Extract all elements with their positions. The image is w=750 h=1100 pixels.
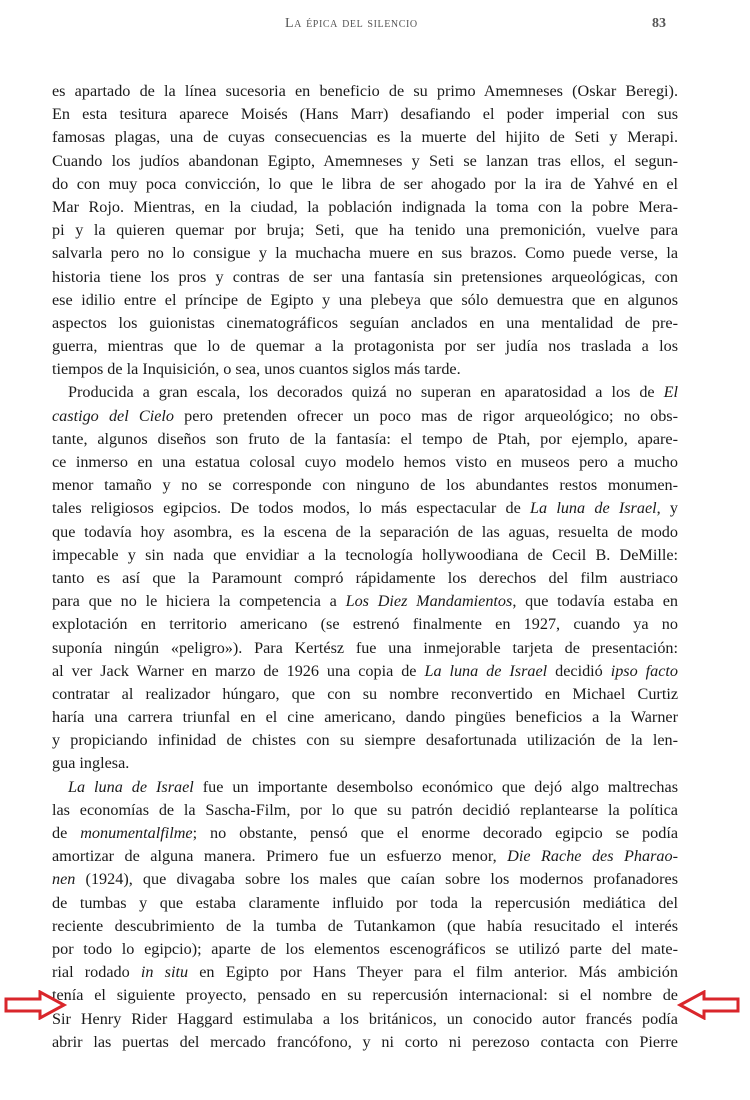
text-segment: , y xyxy=(656,499,679,518)
text-line xyxy=(52,521,678,544)
text-segment: aspectos los guionistas cinematográficos seguían anclados en una mentalidad de pre- xyxy=(52,313,678,332)
text-segment: Los Diez Mandamientos xyxy=(345,592,513,611)
text-line xyxy=(52,961,678,984)
text-line xyxy=(52,799,678,822)
text-segment: tante, algunos diseños son fruto de la fantasía: el tempo de Ptah, por ejemplo, apare- xyxy=(52,429,678,448)
text-line xyxy=(52,706,678,729)
text-segment: , que todavía estaba en xyxy=(512,592,678,611)
text-segment: las economías de la Sascha-Film, por lo que su patrón decidió replantearse la política xyxy=(52,800,678,819)
text-segment: tiempos de la Inquisición, o sea, unos cuantos siglos más tarde. xyxy=(52,360,461,379)
text-segment: ipso facto xyxy=(610,661,678,680)
text-line xyxy=(52,126,678,149)
text-line xyxy=(52,567,678,590)
text-segment: de tumbas y que estaba claramente influido por toda la repercusión mediática del xyxy=(52,893,678,912)
text-line xyxy=(52,660,678,683)
text-line xyxy=(52,428,678,451)
text-line xyxy=(52,497,678,520)
text-segment: haría una carrera triunfal en el cine americano, dando pingües beneficios a la Warner xyxy=(52,708,678,727)
text-segment: es apartado de la línea sucesoria en beneficio de su primo Amemneses (Oskar Beregi). xyxy=(52,82,678,100)
left-arrow-shape xyxy=(680,992,738,1018)
text-line xyxy=(52,173,678,196)
text-segment: explotación en territorio americano (se estrenó finalmente en 1927, cuando ya no xyxy=(52,615,678,634)
text-line xyxy=(52,822,678,845)
text-segment: La luna de Israel xyxy=(424,661,548,680)
text-line xyxy=(52,196,678,219)
text-segment: Mar Rojo. Mientras, en la ciudad, la población indignada la toma con la pobre Mera- xyxy=(52,197,678,216)
text-line xyxy=(52,358,678,381)
text-line xyxy=(52,474,678,497)
text-segment: contratar al realizador húngaro, que con su nombre reconvertido en Michael Curtiz xyxy=(52,684,678,703)
text-segment: Sir Henry Rider Haggard estimulaba a los británicos, un conocido autor francés podía xyxy=(52,1009,678,1028)
text-segment: fue un importante desembolso económico que dejó algo maltrechas xyxy=(193,777,678,796)
text-line xyxy=(52,242,678,265)
text-segment: suponía ningún «peligro»). Para Kertész fue una inmejorable tarjeta de presentación: xyxy=(52,638,678,657)
text-segment: reciente descubrimiento de la tumba de Tutankamon (que había resucitado el interés xyxy=(52,916,678,935)
text-segment: monumentalfilme xyxy=(80,824,193,842)
text-line xyxy=(52,868,678,891)
text-segment: de xyxy=(52,824,81,842)
text-segment: La luna de Israel xyxy=(68,777,194,796)
text-segment: pi y la quieren quemar por bruja; Seti, que ha tenido una premonición, vuelve para xyxy=(52,221,678,240)
text-segment: tenía el siguiente proyecto, pensado en su repercusión internacional: si el nombre de xyxy=(52,986,678,1005)
text-line xyxy=(52,590,678,613)
text-segment: historia tiene los pros y contras de ser una fantasía sin pretensiones arqueológicas, con xyxy=(52,267,678,286)
text-segment: impecable y sin nada que envidiar a la tecnología hollywoodiana de Cecil B. DeMille: xyxy=(52,545,678,564)
text-segment: La luna de Israel xyxy=(530,499,657,518)
text-line xyxy=(52,150,678,173)
text-segment: tales religiosos egipcios. De todos modos, lo más espectacular de xyxy=(52,499,531,518)
left-arrow-icon xyxy=(676,990,740,1020)
text-segment: (1924), que divagaba sobre los males que caían sobre los modernos profanadores xyxy=(75,870,678,889)
text-segment: Producida a gran escala, los decorados quizá no superan en aparatosidad a los de xyxy=(68,383,664,402)
text-line xyxy=(52,405,678,428)
running-title: La épica del silencio xyxy=(285,16,418,31)
page-number: 83 xyxy=(652,16,666,31)
text-segment: para que no le hiciera la competencia a xyxy=(52,592,346,611)
text-segment: al ver Jack Warner en marzo de 1926 una copia de xyxy=(52,661,425,680)
text-line xyxy=(52,729,678,752)
text-segment: famosas plagas, una de cuyas consecuencias es la muerte del hijito de Seti y Merapi. xyxy=(52,128,678,147)
text-line xyxy=(52,335,678,358)
text-segment: in situ xyxy=(140,963,189,982)
right-arrow-shape xyxy=(6,992,64,1018)
text-line xyxy=(52,1008,678,1031)
text-segment: El xyxy=(663,383,678,402)
text-line xyxy=(52,289,678,312)
text-segment: que todavía hoy asombra, es la escena de la separación de las aguas, resuelta de modo xyxy=(52,522,678,541)
text-segment: salvarla pero no lo consigue y la muchacha muere en sus brazos. Como puede verse, la xyxy=(52,244,678,263)
text-segment: do con muy poca convicción, lo que le libra de ser ahogado por la ira de Yahvé en el xyxy=(52,174,678,193)
text-segment: en Egipto por Hans Theyer para el film anterior. Más ambición xyxy=(188,963,678,982)
text-line xyxy=(52,312,678,335)
right-arrow-icon xyxy=(4,990,68,1020)
text-segment: ese idilio entre el príncipe de Egipto y una plebeya que sólo demuestra que en algunos xyxy=(52,290,678,309)
body-text xyxy=(52,80,678,1054)
text-segment: gua inglesa. xyxy=(52,754,130,773)
text-line xyxy=(52,103,678,126)
text-segment: nen xyxy=(52,870,76,889)
text-segment: rial rodado xyxy=(52,963,141,982)
text-line xyxy=(52,544,678,567)
text-segment: abrir las puertas del mercado francófono, y ni corto ni perezoso contacta con Pierre xyxy=(52,1032,678,1051)
text-segment: ce inmerso en una estatua colosal cuyo modelo hemos visto en museos pero a mucho xyxy=(52,453,678,471)
text-line xyxy=(52,613,678,636)
text-line xyxy=(52,845,678,868)
text-segment: tanto es así que la Paramount compró rápidamente los derechos del film austriaco xyxy=(52,568,678,587)
text-segment: Die Rache des Pharao- xyxy=(507,847,678,866)
text-line xyxy=(52,381,678,404)
text-line xyxy=(52,80,678,103)
text-line xyxy=(52,451,678,474)
text-line xyxy=(52,892,678,915)
text-line xyxy=(52,938,678,961)
text-segment: ; no obstante, pensó que el enorme decorado egipcio se podía xyxy=(192,824,679,842)
text-segment: pero pretenden ofrecer un poco mas de rigor arqueológico; no obs- xyxy=(173,406,678,425)
text-line xyxy=(52,637,678,660)
text-segment: y propiciando infinidad de chistes con su siempre desafortunada utilización de la len- xyxy=(52,731,678,750)
text-line xyxy=(52,752,678,775)
text-segment: amortizar de alguna manera. Primero fue un esfuerzo menor, xyxy=(52,847,508,866)
running-head xyxy=(0,14,750,36)
text-line xyxy=(52,984,678,1007)
text-segment: menor tamaño y no se corresponde con ninguno de los abundantes restos monumen- xyxy=(52,476,678,495)
text-segment: castigo del Cielo xyxy=(52,406,174,425)
text-segment: por todo lo egipcio); aparte de los elementos escenográficos se utilizó parte del mate- xyxy=(52,939,678,958)
text-segment: En esta tesitura aparece Moisés (Hans Marr) desafiando el poder imperial con sus xyxy=(52,105,678,124)
text-line xyxy=(52,683,678,706)
text-segment: guerra, mientras que lo de quemar a la protagonista por ser judía nos traslada a los xyxy=(52,337,678,356)
text-line xyxy=(52,219,678,242)
text-segment: Cuando los judíos abandonan Egipto, Amemneses y Seti se lanzan tras ellos, el segun- xyxy=(52,151,678,170)
text-line xyxy=(52,776,678,799)
text-line xyxy=(52,1031,678,1054)
text-segment: decidió xyxy=(547,661,611,680)
text-line xyxy=(52,915,678,938)
text-line xyxy=(52,266,678,289)
